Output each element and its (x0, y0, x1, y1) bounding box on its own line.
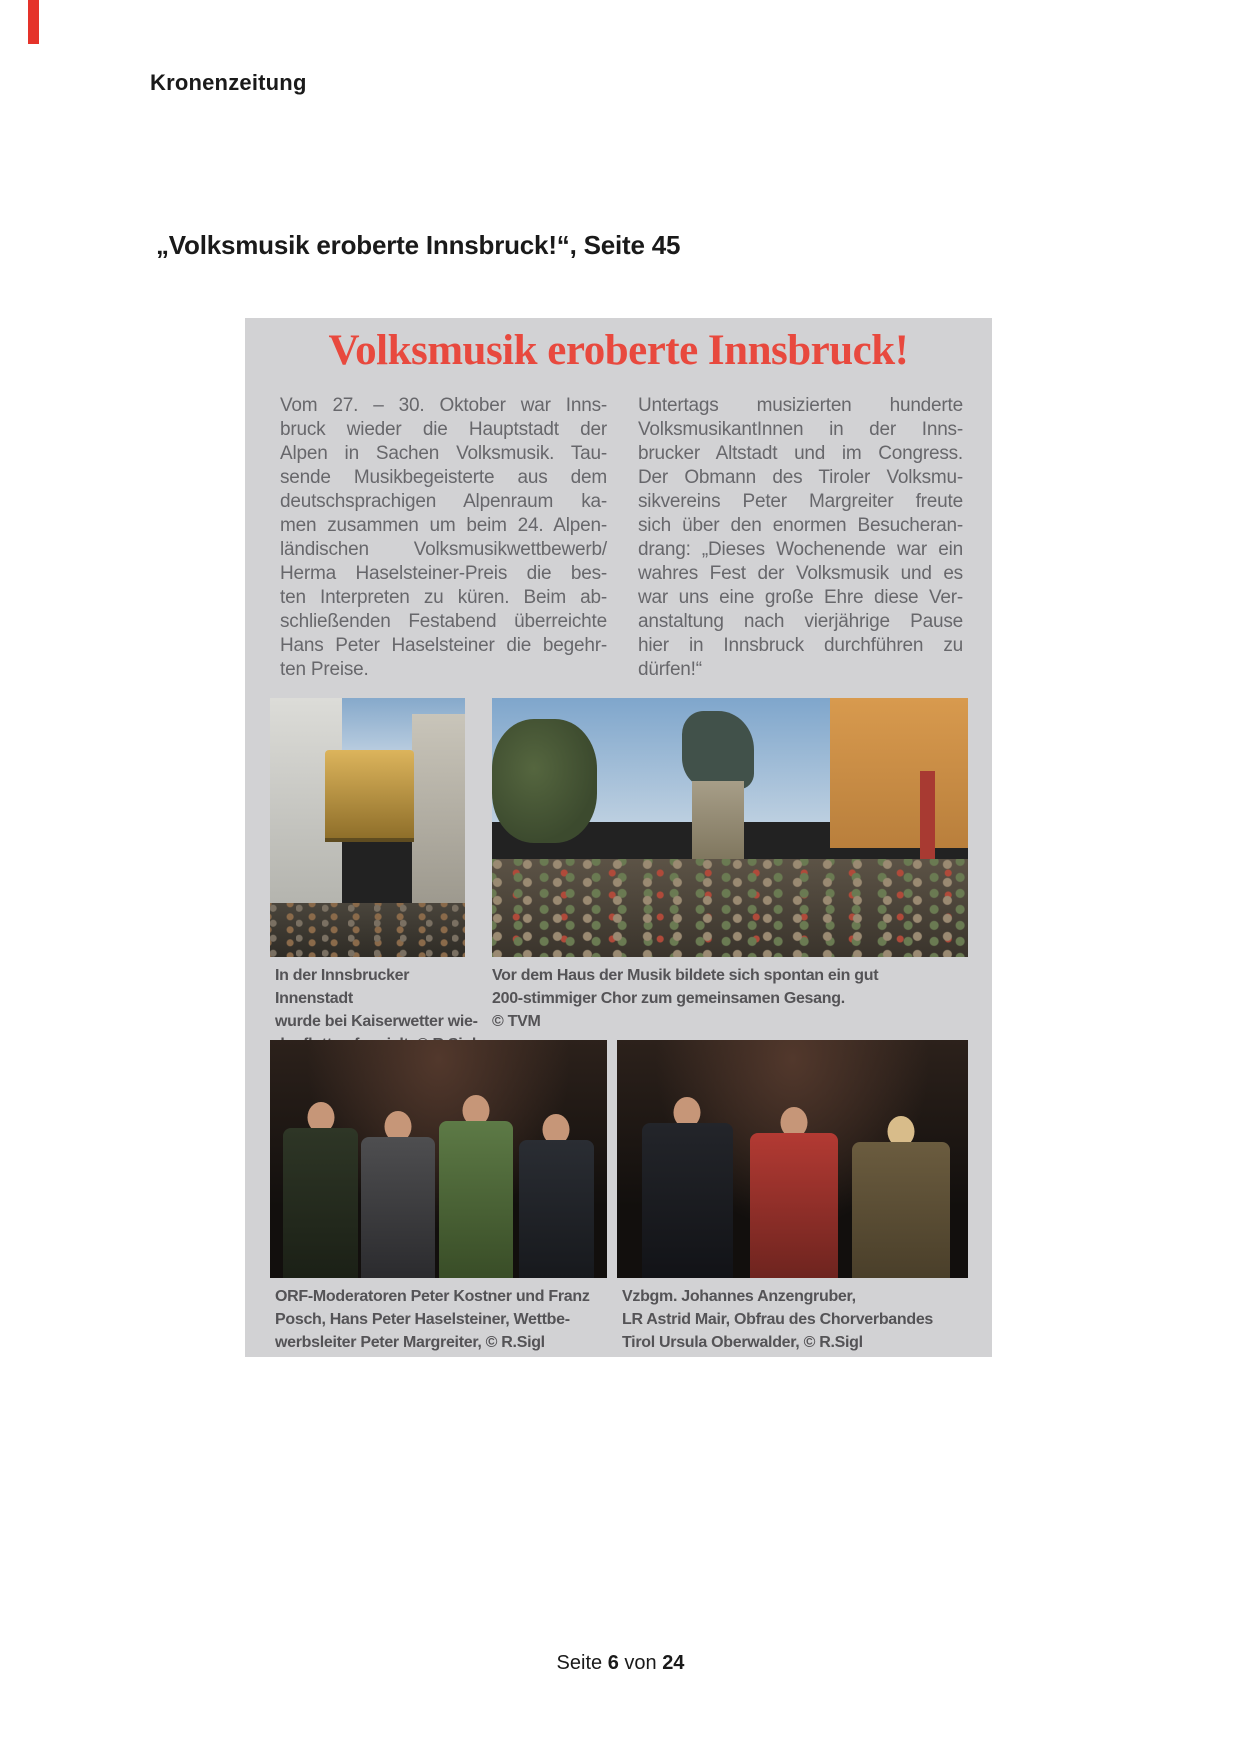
text-line: dürfen!“ (638, 659, 702, 680)
text-line: wahres Fest der Volksmusik und es (638, 563, 963, 584)
text-line: sich über den enormen Besucheran- (638, 515, 963, 536)
photo-trees (492, 719, 597, 843)
text-line: In der Innsbrucker Innenstadt (275, 967, 410, 1007)
figure-body (439, 1121, 513, 1278)
figure-body (519, 1140, 593, 1278)
text-line: Alpen in Sachen Volksmusik. Tau- (280, 443, 607, 464)
figure-silhouette (519, 1114, 593, 1278)
figure-silhouette (361, 1111, 435, 1278)
text-line: Hans Peter Haselsteiner die begehr- (280, 635, 607, 656)
footer-word-of: von (618, 1652, 663, 1674)
clipping-headline: Volksmusik eroberte Innsbruck! (328, 327, 909, 374)
text-line: Untertags musizierten hunderte (638, 395, 963, 416)
figure-silhouette (750, 1107, 838, 1278)
article-body (280, 394, 963, 682)
text-line: Der Obmann des Tiroler Volksmu- (638, 467, 963, 488)
caption-orf-moderatoren (275, 1285, 620, 1354)
text-line: LR Astrid Mair, Obfrau des Chorverbandes (622, 1311, 934, 1328)
figure-body (283, 1128, 357, 1278)
figure-body (852, 1142, 950, 1278)
caption-ehrengaeste (622, 1285, 987, 1354)
text-line: wurde bei Kaiserwetter wie- (275, 1013, 478, 1030)
footer-total-pages: 24 (662, 1652, 685, 1674)
article-column-right (638, 394, 963, 682)
figure-silhouette (283, 1102, 357, 1278)
article-column-left (280, 394, 607, 682)
text-line: war uns eine große Ehre diese Ver- (638, 587, 963, 608)
footer-current-page: 6 (607, 1652, 619, 1674)
photo-ehrengaeste (617, 1040, 968, 1278)
text-line: anstaltung nach vierjährige Pause (638, 611, 963, 632)
text-line: Vor dem Haus der Musik bildete sich spontan ein gut (492, 967, 879, 984)
text-line: VolksmusikantInnen in der Inns- (638, 419, 963, 440)
text-line: Vzbgm. Johannes Anzengruber, (622, 1288, 856, 1305)
text-line: brucker Altstadt und im Congress. (638, 443, 963, 464)
page-footer (0, 1652, 1241, 1675)
text-line: bruck wieder die Hauptstadt der (280, 419, 607, 440)
text-line: © TVM (492, 1013, 541, 1030)
text-line: 200-stimmiger Chor zum gemeinsamen Gesang. (492, 990, 845, 1007)
text-line: men zusammen um beim 24. Alpen- (280, 515, 607, 536)
photo-orf-moderatoren (270, 1040, 607, 1278)
photo-crowd (492, 859, 968, 957)
caption-haus-der-musik (492, 964, 968, 1033)
footer-word-page: Seite (556, 1652, 608, 1674)
text-line: Posch, Hans Peter Haselsteiner, Wettbe- (275, 1311, 570, 1328)
text-line: Tirol Ursula Oberwalder, © R.Sigl (622, 1334, 863, 1351)
photo-crowd (270, 903, 465, 957)
text-line: ten Preise. (280, 659, 369, 680)
text-line: Vom 27. – 30. Oktober war Inns- (280, 395, 607, 416)
photo-building (412, 714, 465, 906)
text-line: sende Musikbegeisterte aus dem (280, 467, 607, 488)
text-line: Herma Haselsteiner-Preis die bes- (280, 563, 607, 584)
source-label: Kronenzeitung (150, 70, 307, 95)
text-line: werbsleiter Peter Margreiter, © R.Sigl (275, 1334, 545, 1351)
text-line: deutschsprachigen Alpenraum ka- (280, 491, 607, 512)
figure-silhouette (852, 1116, 950, 1278)
text-line: ORF-Moderatoren Peter Kostner und Franz (275, 1288, 590, 1305)
figure-silhouette (642, 1097, 733, 1278)
document-title: „Volksmusik eroberte Innsbruck!“, Seite 45 (156, 230, 681, 260)
figure-silhouette (439, 1095, 513, 1278)
text-line: ten Interpreten zu küren. Beim ab- (280, 587, 607, 608)
photo-building (830, 698, 968, 848)
text-line: schließenden Festabend überreichte (280, 611, 607, 632)
photo-golden-roof (325, 750, 415, 838)
figure-body (750, 1133, 838, 1278)
figure-body (642, 1123, 733, 1278)
photo-statue (682, 711, 753, 789)
text-line: ländischen Volksmusikwettbewerb/ (280, 539, 607, 560)
news-clipping (245, 318, 992, 1357)
photo-haus-der-musik (492, 698, 968, 957)
text-line: sikvereins Peter Margreiter freute (638, 491, 963, 512)
text-line: drang: „Dieses Wochenende war ein (638, 539, 963, 560)
photo-innsbruck-innenstadt (270, 698, 465, 957)
red-annotation-mark (28, 0, 39, 44)
figure-body (361, 1137, 435, 1278)
text-line: hier in Innsbruck durchführen zu (638, 635, 963, 656)
photo-fountain-pedestal (692, 781, 744, 859)
